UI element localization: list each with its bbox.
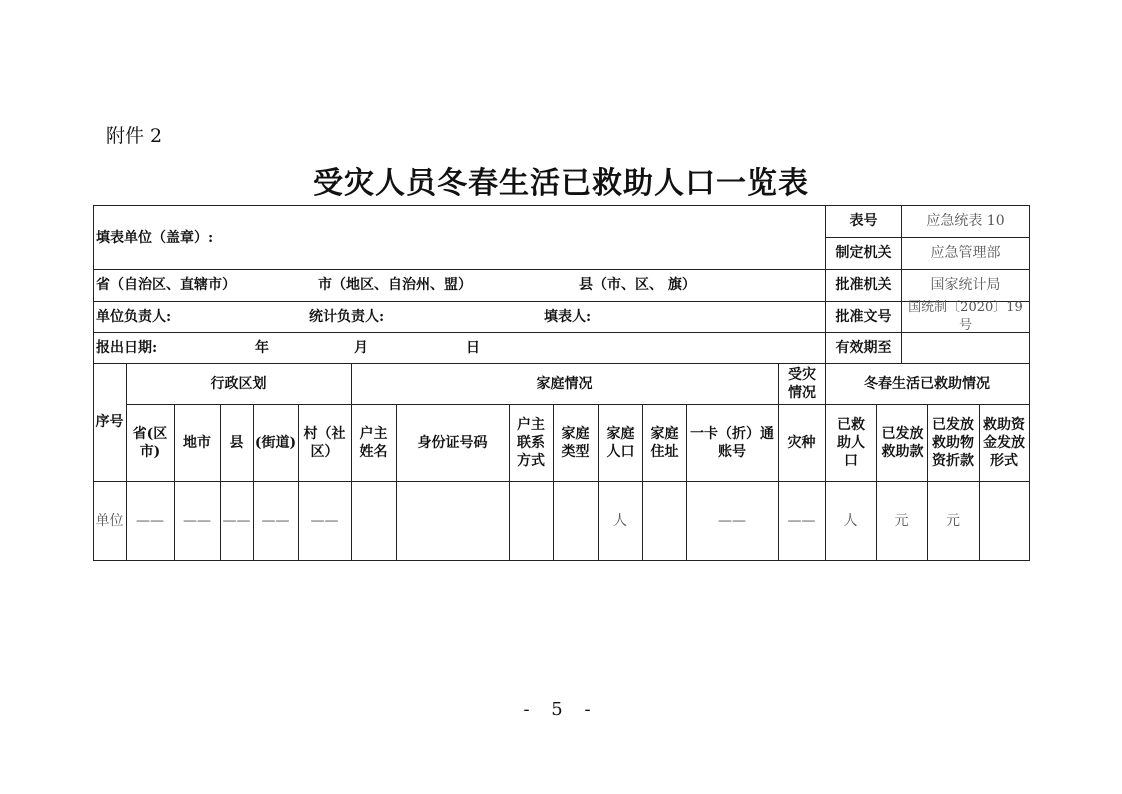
city-label: 市（地区、自治州、盟） [318,277,472,293]
unit-cell: 人 [843,512,858,529]
unit-cell: 人 [613,512,627,529]
report-date-label: 报出日期: [96,340,158,356]
month-label: 月 [354,340,368,356]
fill-unit-label: 填表单位（盖章）: [96,230,214,246]
attachment-label: 附件 2 [106,125,163,147]
unit-cell: 元 [894,512,909,529]
meta-value: 应急统表 10 [926,213,1005,229]
aid-group-header: 冬春生活已救助情况 [864,375,990,392]
column-header: (街道) [254,434,297,451]
meta-value: 国家统计局 [930,277,1001,293]
page-number: - 5 - [523,699,599,720]
column-header: 已发放救助款 [881,425,924,460]
filler-label: 填表人: [544,309,592,325]
column-header: 救助资金发放形式 [983,416,1025,469]
unit-cell: —— [183,512,211,529]
meta-value: 国统制〔2020〕19 号 [908,299,1023,333]
stat-head-label: 统计负责人: [309,309,385,325]
column-header: 灾种 [787,434,816,451]
unit-head-label: 单位负责人: [96,309,172,325]
unit-cell: —— [787,512,816,529]
column-header: 地市 [183,434,211,451]
meta-label: 批准文号 [835,308,892,325]
unit-cell: —— [718,512,746,529]
year-label: 年 [255,340,269,356]
province-label: 省（自治区、直辖市） [96,277,236,293]
column-header: 一卡（折）通账号 [690,425,774,460]
column-header: 家庭人口 [606,425,635,460]
column-header: 村（社区） [303,425,346,460]
unit-cell: —— [136,512,164,529]
column-header: 户主姓名 [359,425,388,460]
unit-cell: 元 [946,512,960,529]
seq-header: 序号 [95,414,124,430]
unit-cell: —— [310,512,339,529]
meta-value [902,332,1029,363]
column-header: 县 [229,434,244,451]
unit-cell: —— [222,512,251,529]
column-header: 家庭类型 [561,425,590,460]
disaster-group-header: 受灾情况 [788,366,816,401]
column-header: 已救助人口 [837,416,865,469]
meta-label: 表号 [849,213,878,229]
unit-cell: —— [261,512,290,529]
meta-label: 有效期至 [835,339,892,356]
day-label: 日 [466,340,480,356]
family-group-header: 家庭情况 [536,375,593,392]
meta-label: 制定机关 [835,245,892,261]
column-header: 已发放救助物资折款 [932,416,974,469]
meta-value: 应急管理部 [930,245,1001,261]
admin-group-header: 行政区划 [210,375,267,392]
column-header: 省(区市) [132,425,168,460]
county-label: 县（市、区、 旗） [579,277,696,293]
column-header: 户主联系方式 [517,416,545,469]
column-header: 家庭住址 [650,425,679,460]
statistics-table [93,205,1030,560]
document-title: 受灾人员冬春生活已救助人口一览表 [313,166,809,201]
meta-label: 批准机关 [835,277,892,293]
column-header: 身份证号码 [417,434,488,451]
unit-cell: 单位 [95,512,124,529]
